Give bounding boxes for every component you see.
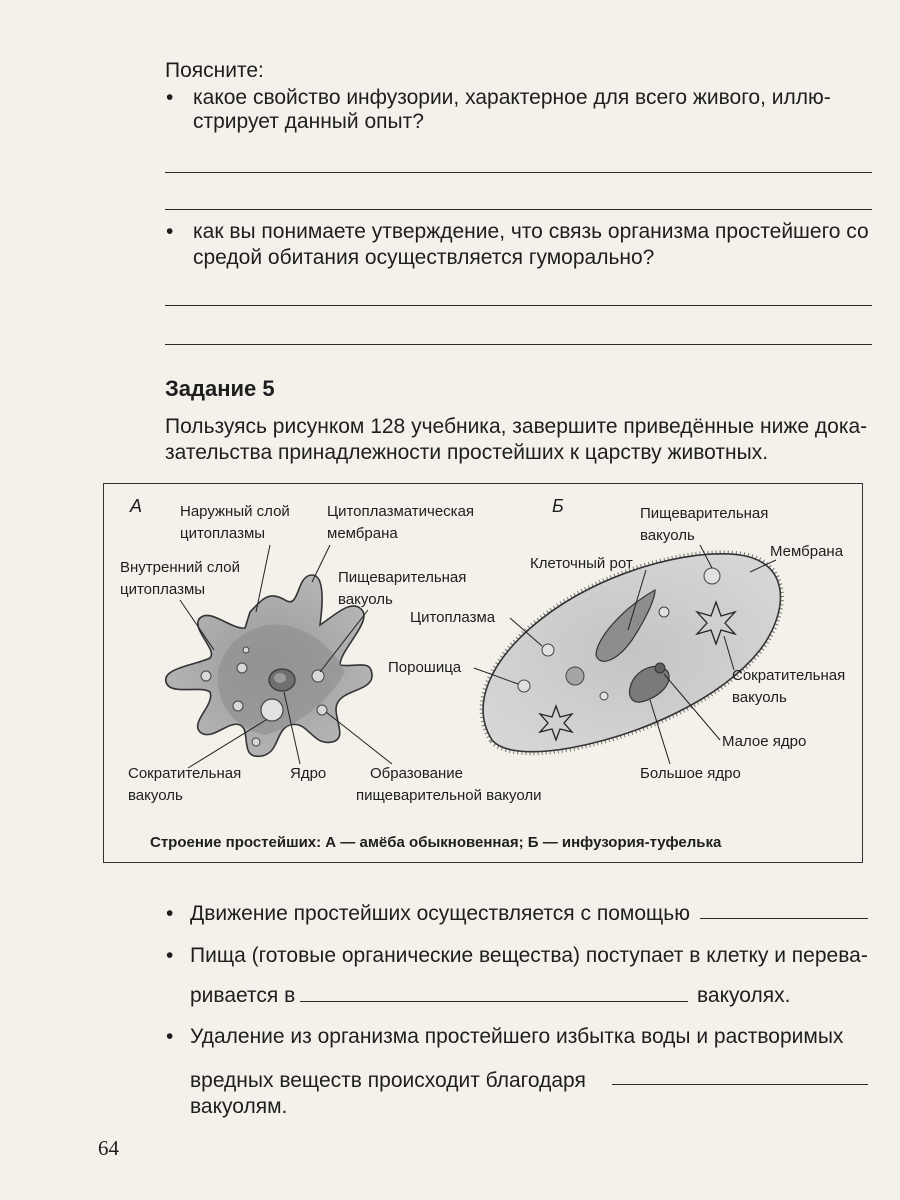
label-digestive-vacuole-2: вакуоль — [338, 591, 393, 608]
statement-3-line-3: вакуолям. — [190, 1095, 288, 1118]
label-formation-2: пищеварительной вакуоли — [356, 787, 542, 804]
statement-1: Движение простейших осуществляется с помощью — [190, 902, 690, 925]
bullet: • — [166, 220, 174, 243]
bullet: • — [166, 1025, 174, 1048]
statement-3-line-2: вредных веществ происходит благодаря — [190, 1069, 586, 1092]
statement-2-line-2a: ривается в — [190, 984, 296, 1007]
label-para-digestive-vacuole-2: вакуоль — [640, 527, 695, 544]
task-5-title: Задание 5 — [165, 376, 275, 401]
question-1-line-1: какое свойство инфузории, характерное для всего живого, иллю- — [193, 86, 831, 109]
statement-2-line-2b: вакуолях. — [697, 984, 791, 1007]
page-number: 64 — [98, 1136, 119, 1160]
bullet: • — [166, 944, 174, 967]
label-inner-layer-2: цитоплазмы — [120, 581, 206, 598]
statement-2-line-1: Пища (готовые органические вещества) поступает в клетку и перева- — [190, 944, 868, 967]
label-para-contractile-vacuole: Сократительная — [732, 667, 846, 684]
task-5-intro-line-2: зательства принадлежности простейших к царству животных. — [165, 441, 769, 464]
answer-blank-3[interactable] — [612, 1084, 868, 1085]
label-para-contractile-vacuole-2: вакуоль — [732, 689, 787, 706]
answer-blank-1[interactable] — [700, 918, 868, 919]
label-contractile-vacuole: Сократительная — [128, 765, 242, 782]
label-para-membrane: Мембрана — [770, 543, 844, 560]
bullet: • — [166, 902, 174, 925]
figure-caption: Строение простейших: А — амёба обыкновенная; Б — инфузория-туфелька — [150, 834, 722, 851]
label-pore: Порошица — [388, 659, 462, 676]
label-cytoplasm: Цитоплазма — [410, 609, 496, 626]
paramecium-illustration — [483, 554, 780, 752]
explain-heading: Поясните: — [165, 59, 264, 82]
answer-blank-2[interactable] — [300, 1001, 688, 1002]
statement-3-line-1: Удаление из организма простейшего избытка воды и растворимых — [190, 1025, 844, 1048]
question-1-line-2: стрирует данный опыт? — [193, 110, 424, 133]
label-membrane: Цитоплазматическая — [327, 503, 475, 520]
label-inner-layer: Внутренний слой — [120, 559, 240, 576]
label-outer-layer: Наружный слой — [180, 503, 290, 520]
bullet: • — [166, 86, 174, 109]
label-outer-layer-2: цитоплазмы — [180, 525, 266, 542]
label-nucleus: Ядро — [290, 765, 327, 782]
question-2-line-1: как вы понимаете утверждение, что связь организма простейшего со — [193, 220, 869, 243]
task-5-intro-line-1: Пользуясь рисунком 128 учебника, завершите приведённые ниже дока- — [165, 415, 868, 438]
label-formation: Образование — [370, 765, 463, 782]
panel-label-a: А — [130, 496, 143, 516]
question-2-line-2: средой обитания осуществляется гуморально? — [193, 246, 655, 269]
label-macronucleus: Большое ядро — [640, 765, 741, 782]
label-para-digestive-vacuole: Пищеварительная — [640, 505, 769, 522]
label-cell-mouth: Клеточный рот — [530, 555, 633, 572]
panel-label-b: Б — [552, 496, 564, 516]
label-micronucleus: Малое ядро — [722, 733, 807, 750]
label-digestive-vacuole: Пищеварительная — [338, 569, 467, 586]
label-membrane-2: мембрана — [327, 525, 398, 542]
label-contractile-vacuole-2: вакуоль — [128, 787, 183, 804]
